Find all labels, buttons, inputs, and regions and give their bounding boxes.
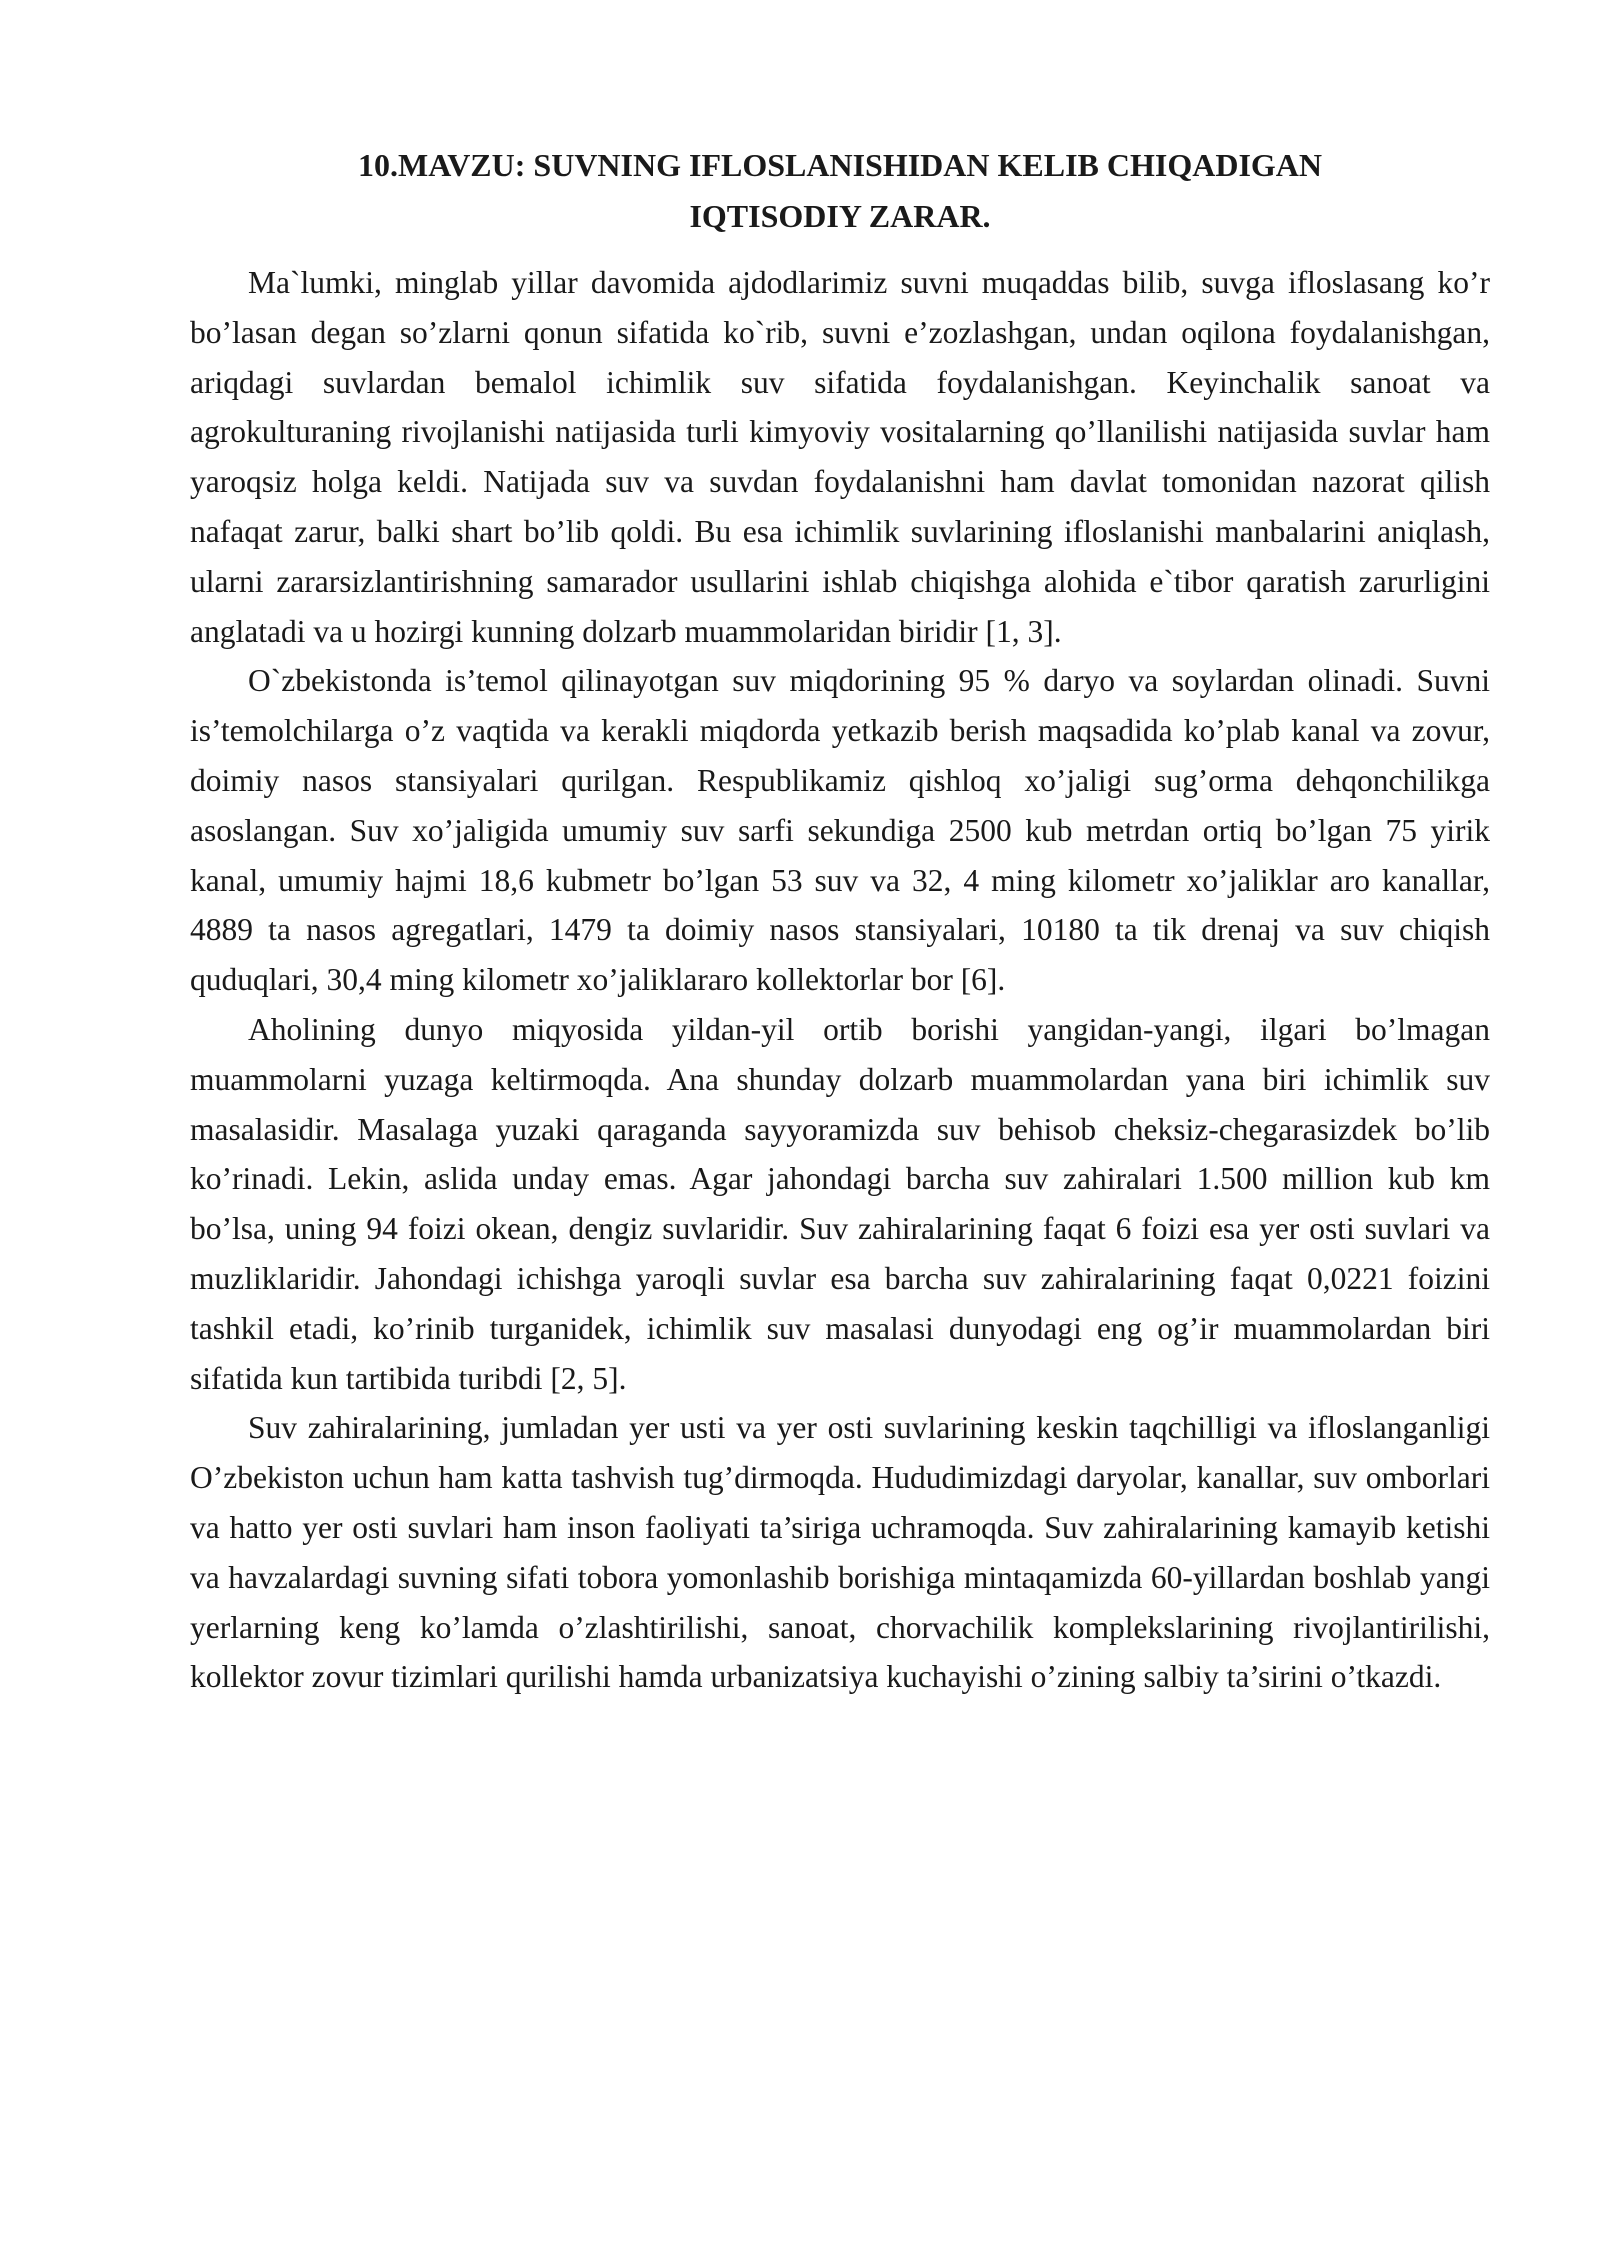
paragraph-2: O`zbekistonda is’temol qilinayotgan suv miqdorining 95 % daryo va soylardan olinadi. Suvni is’temolchilarga o’z vaqtida va kerakli miqdorda yetkazib berish maqsadida ko’plab kanal va zovur, doimiy nasos stansiyalari qurilgan. Respublikamiz qishloq xo’jaligi sug’orma dehqonchilikga asoslangan. Suv xo’jaligida umumiy suv sarfi sekundiga 2500 kub metrdan ortiq bo’lgan 75 yirik kanal, umumiy hajmi 18,6 kubmetr bo’lgan 53 suv va 32, 4 ming kilometr xo’jaliklar aro kanallar, 4889 ta nasos agregatlari, 1479 ta doimiy nasos stansiyalari, 10180 ta tik drenaj va suv chiqish quduqlari, 30,4 ming kilometr xo’jaliklararo kollektorlar bor [6]. (190, 663, 1490, 998)
paragraph-3: Aholining dunyo miqyosida yildan-yil ortib borishi yangidan-yangi, ilgari bo’lmagan muammolarni yuzaga keltirmoqda. Ana shunday dolzarb muammolardan yana biri ichimlik suv masalasidir. Masalaga yuzaki qaraganda sayyoramizda suv behisob cheksiz-chegarasizdek bo’lib ko’rinadi. Lekin, aslida unday emas. Agar jahondagi barcha suv zahiralari 1.500 million kub km bo’lsa, uning 94 foizi okean, dengiz suvlaridir. Suv zahiralarining faqat 6 foizi esa yer osti suvlari va muzliklaridir. Jahondagi ichishga yaroqli suvlar esa barcha suv zahiralarining faqat 0,0221 foizini tashkil etadi, ko’rinib turganidek, ichimlik suv masalasi dunyodagi eng og’ir muammolardan biri sifatida kun tartibida turibdi [2, 5]. (190, 1011, 1490, 1396)
paragraph-1: Ma`lumki, minglab yillar davomida ajdodlarimiz suvni muqaddas bilib, suvga ifloslasang ko’r bo’lasan degan so’zlarni qonun sifatida ko`rib, suvni e’zozlashgan, undan oqilona foydalanishgan, ariqdagi suvlardan bemalol ichimlik suv sifatida foydalanishgan. Keyinchalik sanoat va agrokulturaning rivojlanishi natijasida turli kimyoviy vositalarning qo’llanilishi natijasida suvlar ham yaroqsiz holga keldi. Natijada suv va suvdan foydalanishni ham davlat tomonidan nazorat qilish nafaqat zarur, balki shart bo’lib qoldi. Bu esa ichimlik suvlarining ifloslanishi manbalarini aniqlash, ularni zararsizlantirishning samarador usullarini ishlab chiqishga alohida e`tibor qaratish zarurligini anglatadi va u hozirgi kunning dolzarb muammolaridan biridir [1, 3]. (190, 265, 1490, 649)
title-line-2: IQTISODIY ZARAR. (689, 198, 991, 234)
document-body (190, 140, 1490, 1702)
document-title (250, 140, 1430, 242)
paragraph-4: Suv zahiralarining, jumladan yer usti va yer osti suvlarining keskin taqchilligi va ifloslanganligi O’zbekiston uchun ham katta tashvish tug’dirmoqda. Hududimizdagi daryolar, kanallar, suv omborlari va hatto yer osti suvlari ham inson faoliyati ta’siriga uchramoqda. Suv zahiralarining kamayib ketishi va havzalardagi suvning sifati tobora yomonlashib borishiga mintaqamizda 60-yillardan boshlab yangi yerlarning keng ko’lamda o’zlashtirilishi, sanoat, chorvachilik komplekslarining rivojlantirilishi, kollektor zovur tizimlari qurilishi hamda urbanizatsiya kuchayishi o’zining salbiy ta’sirini o’tkazdi. (190, 1410, 1490, 1695)
title-line-1: 10.MAVZU: SUVNING IFLOSLANISHIDAN KELIB CHIQADIGAN (358, 147, 1322, 183)
